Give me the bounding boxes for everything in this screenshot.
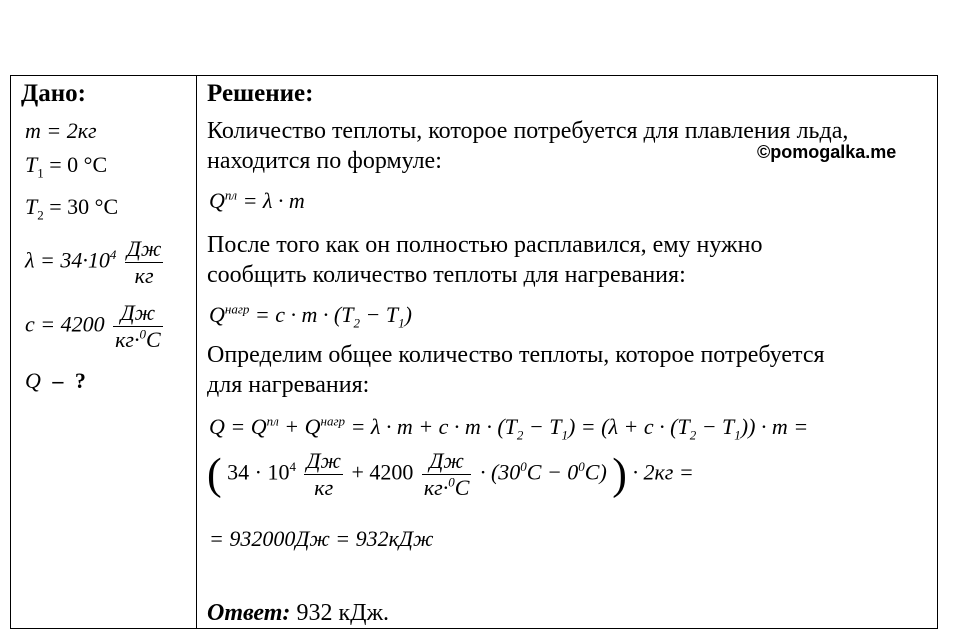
solution-paragraph-2-line-1: После того как он полностью расплавился, ему нужно: [207, 232, 763, 258]
formula-heating-heat: $Q^{нагр} = c \cdot m \cdot (T_2 - T_1)$: [209, 301, 412, 331]
given-mass: m = 2кг: [25, 118, 97, 143]
solution-paragraph-2-line-2: сообщить количество теплоты для нагревания:: [207, 262, 686, 288]
given-t2: $T_2 = 30$ °C: [25, 194, 119, 223]
solution-paragraph-1-line-2: находится по формуле:: [207, 148, 442, 174]
lambda-unit-fraction: $\frac{Дж}{кг}$: [126, 236, 162, 288]
solution-paragraph-1-line-1: Количество теплоты, которое потребуется для плавления льда,: [207, 118, 849, 144]
given-header: Дано:: [21, 80, 86, 107]
given-lambda: $\lambda = 34\cdot 10^4$ $\frac{Дж}{кг}$: [25, 236, 162, 288]
substitution-unit-fraction-1: $\frac{Дж}{кг}$: [306, 448, 341, 500]
solution-paragraph-3-line-2: для нагревания:: [207, 372, 370, 398]
solution-table: [10, 75, 938, 629]
formula-result: = 932000Дж = 932кДж: [209, 526, 434, 551]
answer-line: [207, 600, 389, 627]
formula-substitution: ( $34 \cdot 10^4$ $\frac{Дж}{кг}$ + 4200 $\frac{Дж}{кг\cdot^0C}$ · $(30^0C - 0^0C)$ ) · 2кг =: [207, 448, 694, 500]
solution-paragraph-3-line-1: Определим общее количество теплоты, которое потребуется: [207, 342, 825, 368]
answer-value: 932 кДж.: [290, 600, 390, 626]
watermark: ©pomogalka.me: [757, 142, 897, 162]
answer-label: Ответ:: [207, 600, 291, 626]
solution-header: Решение:: [207, 80, 314, 107]
formula-melting-heat: $Q^{пл} = \lambda \cdot m$: [209, 187, 305, 213]
given-t1: $T_1 = 0$ °C: [25, 152, 108, 181]
formula-total-heat: $Q = Q^{пл} + Q^{нагр} = \lambda \cdot m + c \cdot m \cdot (T_2 - T_1) = (\lambda + c \cdot (T_2 - T_1)) \cdot m$ =: [209, 413, 809, 443]
substitution-unit-fraction-2: $\frac{Дж}{кг\cdot^0C}$: [423, 448, 470, 500]
given-c: c = 4200 $\frac{Дж}{кг\cdot^0C}$: [25, 300, 161, 352]
given-find: Q – ?: [25, 368, 86, 393]
column-divider: [196, 76, 197, 628]
c-unit-fraction: $\frac{Дж}{кг\cdot^0C}$: [115, 300, 161, 352]
